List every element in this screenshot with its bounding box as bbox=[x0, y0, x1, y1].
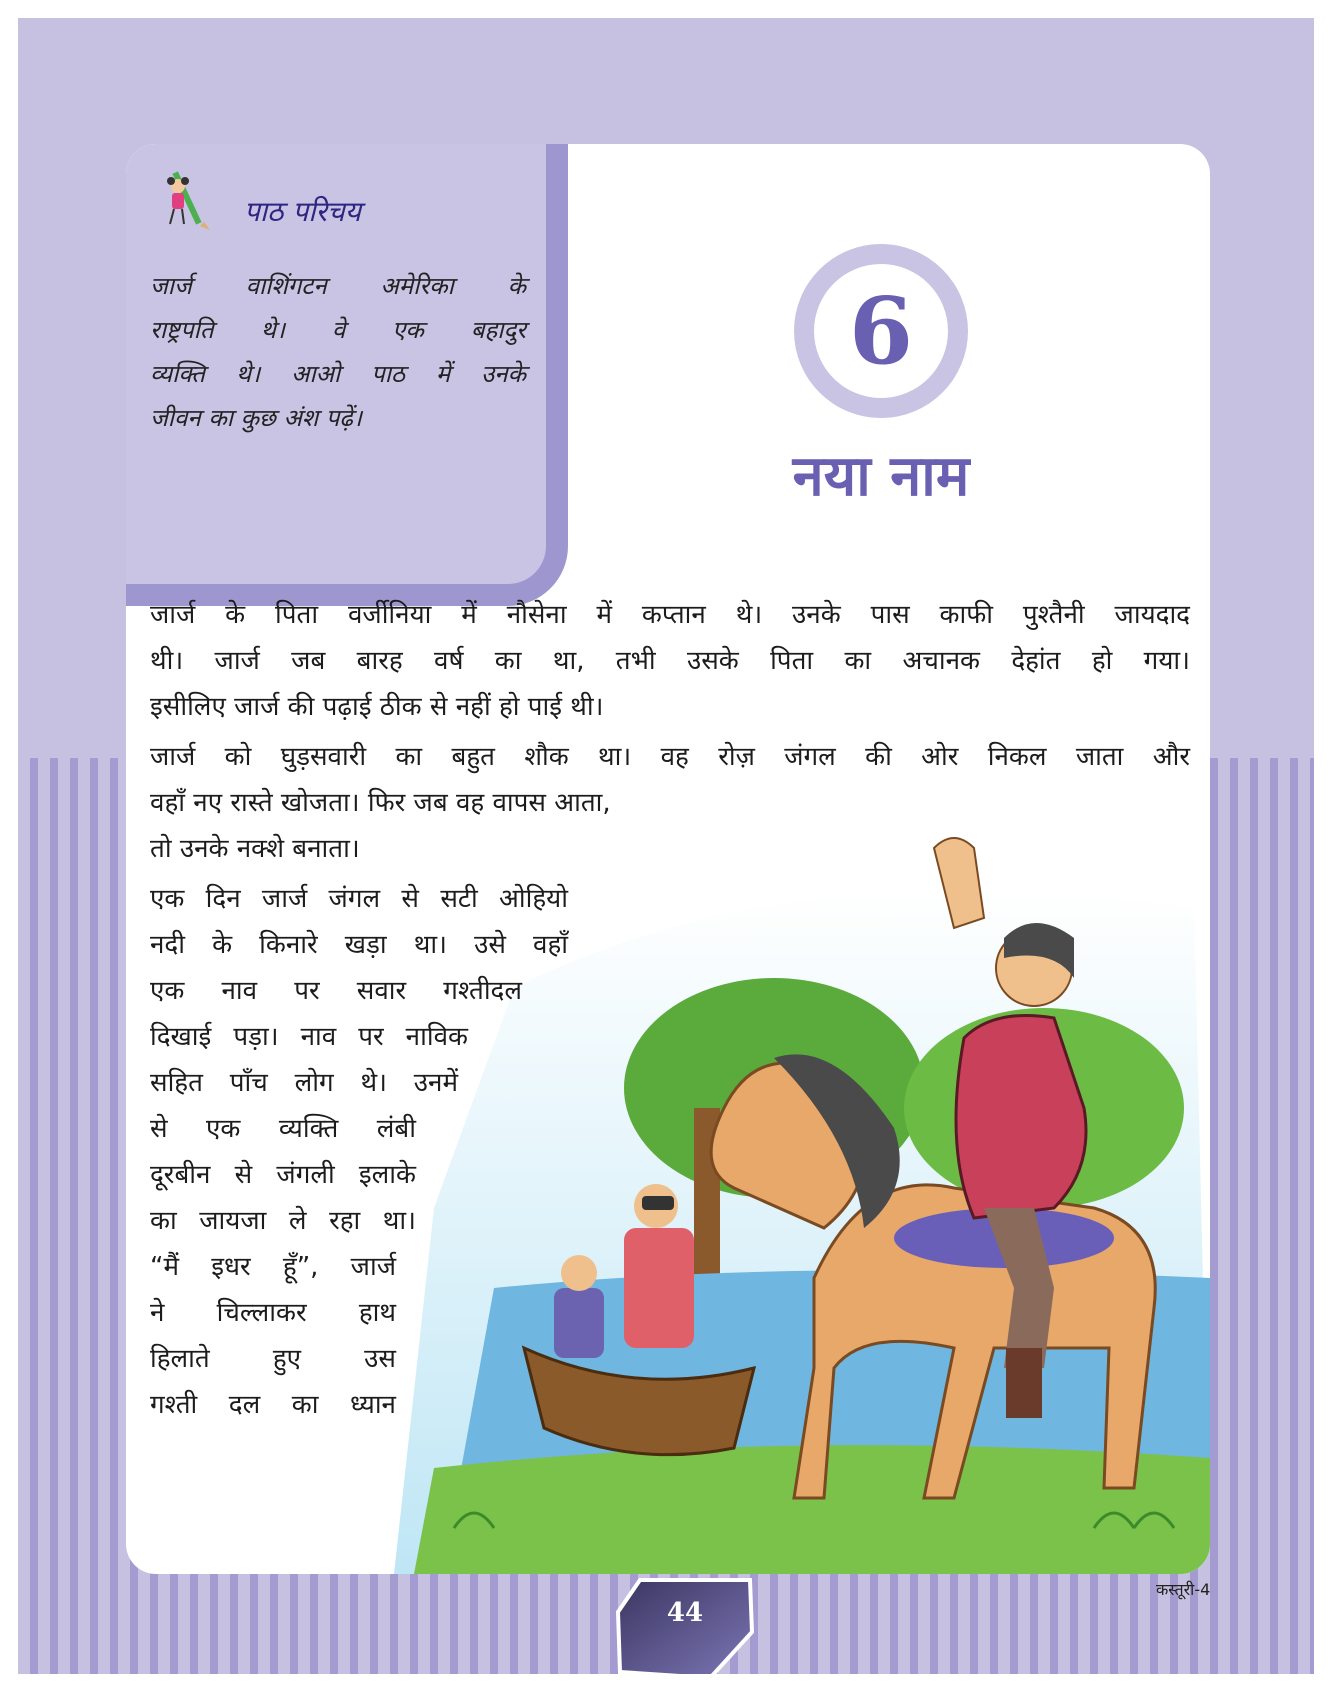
intro-line: जीवन का कुछ अंश पढ़ें। bbox=[150, 404, 363, 432]
paragraph-1 bbox=[150, 592, 1190, 730]
intro-line: व्यक्ति थे। आओ पाठ में उनके bbox=[150, 360, 526, 388]
girl-with-pencil-icon bbox=[156, 164, 226, 234]
chapter-title: नया नाम bbox=[792, 444, 970, 509]
intro-text bbox=[150, 264, 526, 440]
intro-title: पाठ परिचय bbox=[244, 195, 361, 228]
paragraph-line: इसीलिए जार्ज की पढ़ाई ठीक से नहीं हो पाई थी। bbox=[150, 692, 604, 722]
paragraph-3 bbox=[150, 876, 568, 1428]
paragraph-line: जार्ज के पिता वर्जीनिया में नौसेना में कप्तान थे। उनके पास काफी पुश्तैनी जायदाद bbox=[150, 600, 1190, 630]
page-frame bbox=[18, 18, 1314, 1674]
paragraph-line: एक दिन जार्ज जंगल से सटी ओहियो bbox=[150, 884, 568, 914]
paragraph-line: गश्ती दल का ध्यान bbox=[150, 1390, 396, 1420]
paragraph-line: सहित पाँच लोग थे। उनमें bbox=[150, 1068, 458, 1098]
paragraph-line: हिलाते हुए उस bbox=[150, 1344, 396, 1374]
paragraph-line: जार्ज को घुड़सवारी का बहुत शौक था। वह रोज़ जंगल की ओर निकल जाता और bbox=[150, 742, 1190, 772]
paragraph-line: एक नाव पर सवार गश्तीदल bbox=[150, 976, 522, 1006]
page-number: 44 bbox=[666, 1598, 704, 1628]
paragraph-line: तो उनके नक्शे बनाता। bbox=[150, 834, 360, 864]
paragraph-line: “मैं इधर हूँ”, जार्ज bbox=[150, 1252, 396, 1282]
intro-line: जार्ज वाशिंगटन अमेरिका के bbox=[150, 272, 526, 300]
paragraph-line: दिखाई पड़ा। नाव पर नाविक bbox=[150, 1022, 468, 1052]
chapter-badge bbox=[794, 244, 968, 418]
intro-line: राष्ट्रपति थे। वे एक बहादुर bbox=[150, 316, 526, 344]
chapter-number: 6 bbox=[848, 277, 913, 385]
content-card bbox=[126, 144, 1210, 1574]
paragraph-line: नदी के किनारे खड़ा था। उसे वहाँ bbox=[150, 930, 568, 960]
book-label: कस्तूरी-4 bbox=[1156, 1580, 1211, 1599]
paragraph-line: दूरबीन से जंगली इलाके bbox=[150, 1160, 416, 1190]
paragraph-line: वहाँ नए रास्ते खोजता। फिर जब वह वापस आता, bbox=[150, 788, 611, 818]
paragraph-line: थी। जार्ज जब बारह वर्ष का था, तभी उसके पिता का अचानक देहांत हो गया। bbox=[150, 646, 1190, 676]
paragraph-line: ने चिल्लाकर हाथ bbox=[150, 1298, 396, 1328]
paragraph-line: का जायजा ले रहा था। bbox=[150, 1206, 416, 1236]
paragraph-line: से एक व्यक्ति लंबी bbox=[150, 1114, 416, 1144]
intro-box bbox=[126, 144, 568, 606]
